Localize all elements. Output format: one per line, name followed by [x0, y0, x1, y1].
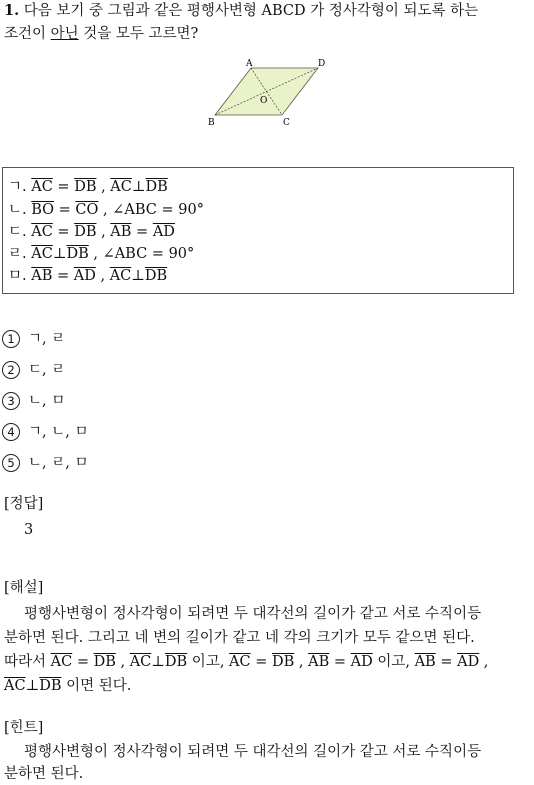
hint-heading: [힌트]	[4, 720, 44, 736]
choice-number-2: 2	[2, 361, 20, 379]
choice-4[interactable]	[2, 422, 88, 442]
explanation-heading: [해설]	[4, 580, 44, 596]
choice-text: ㄱ, ㄹ	[28, 331, 66, 347]
choice-number-4: 4	[2, 423, 20, 441]
answer-value: 3	[24, 522, 34, 538]
vertex-d-label: D	[318, 59, 326, 69]
choice-5[interactable]	[2, 453, 88, 473]
center-o-label: O	[260, 96, 268, 106]
condition-2: ㄴ. $\overline{BO} = \overline{CO}$ , ∠ABC = 90°	[8, 202, 204, 218]
explanation-line-3: 따라서 $\overline{AC} = \overline{DB}$ , $\overline{AC}\perp\overline{DB}$ 이고, $\overline{AC} = \overline{DB}$ , $\overline{AB} = \overline{AD}$ 이고, $\overline{AB} = \overline{AD}$ ,	[4, 654, 489, 670]
condition-3: ㄷ. $\overline{AC} = \overline{DB}$ , $\overline{AB} = \overline{AD}$	[8, 224, 175, 240]
condition-4: ㄹ. $\overline{AC}\perp\overline{DB}$ , ∠ABC = 90°	[8, 246, 195, 262]
explanation-line-1: 평행사변형이 정사각형이 되려면 두 대각선의 길이가 같고 서로 수직이등	[24, 606, 482, 622]
choice-3[interactable]	[2, 391, 65, 411]
choice-2[interactable]	[2, 360, 65, 380]
vertex-a-label: A	[246, 59, 253, 69]
hint-line-2: 분하면 된다.	[4, 766, 84, 782]
choice-text: ㄱ, ㄴ, ㅁ	[28, 424, 89, 440]
choice-1[interactable]	[2, 329, 65, 349]
choice-text: ㄴ, ㄹ, ㅁ	[28, 455, 89, 471]
choice-text: ㄷ, ㄹ	[28, 362, 66, 378]
choice-number-1: 1	[2, 330, 20, 348]
condition-5: ㅁ. $\overline{AB} = \overline{AD}$ , $\overline{AC}\perp\overline{DB}$	[8, 268, 168, 284]
hint-line-1: 평행사변형이 정사각형이 되려면 두 대각선의 길이가 같고 서로 수직이등	[24, 744, 482, 760]
condition-1: ㄱ. $\overline{AC} = \overline{DB}$ , $\overline{AC}\perp\overline{DB}$	[8, 179, 168, 195]
question-number: 1.	[4, 2, 20, 19]
question-line-2: 조건이 아닌 것을 모두 고르면?	[4, 26, 199, 42]
question-line-1	[4, 1, 478, 21]
conditions-box	[2, 167, 514, 294]
vertex-c-label: C	[283, 118, 290, 128]
explanation-line-4: $\overline{AC}\perp\overline{DB}$ 이면 된다.	[4, 678, 132, 694]
explanation-line-2: 분하면 된다. 그리고 네 변의 길이가 같고 네 각의 크기가 모두 같으면 된다.	[4, 630, 475, 646]
choice-number-3: 3	[2, 392, 20, 410]
choice-number-5: 5	[2, 454, 20, 472]
question-text-1: 다음 보기 중 그림과 같은 평행사변형 ABCD 가 정사각형이 되도록 하는	[23, 3, 479, 19]
choice-text: ㄴ, ㅁ	[28, 393, 66, 409]
answer-heading: [정답]	[4, 496, 44, 512]
vertex-b-label: B	[208, 118, 215, 128]
underlined-word: 아닌	[50, 26, 79, 42]
parallelogram-figure	[204, 56, 334, 132]
